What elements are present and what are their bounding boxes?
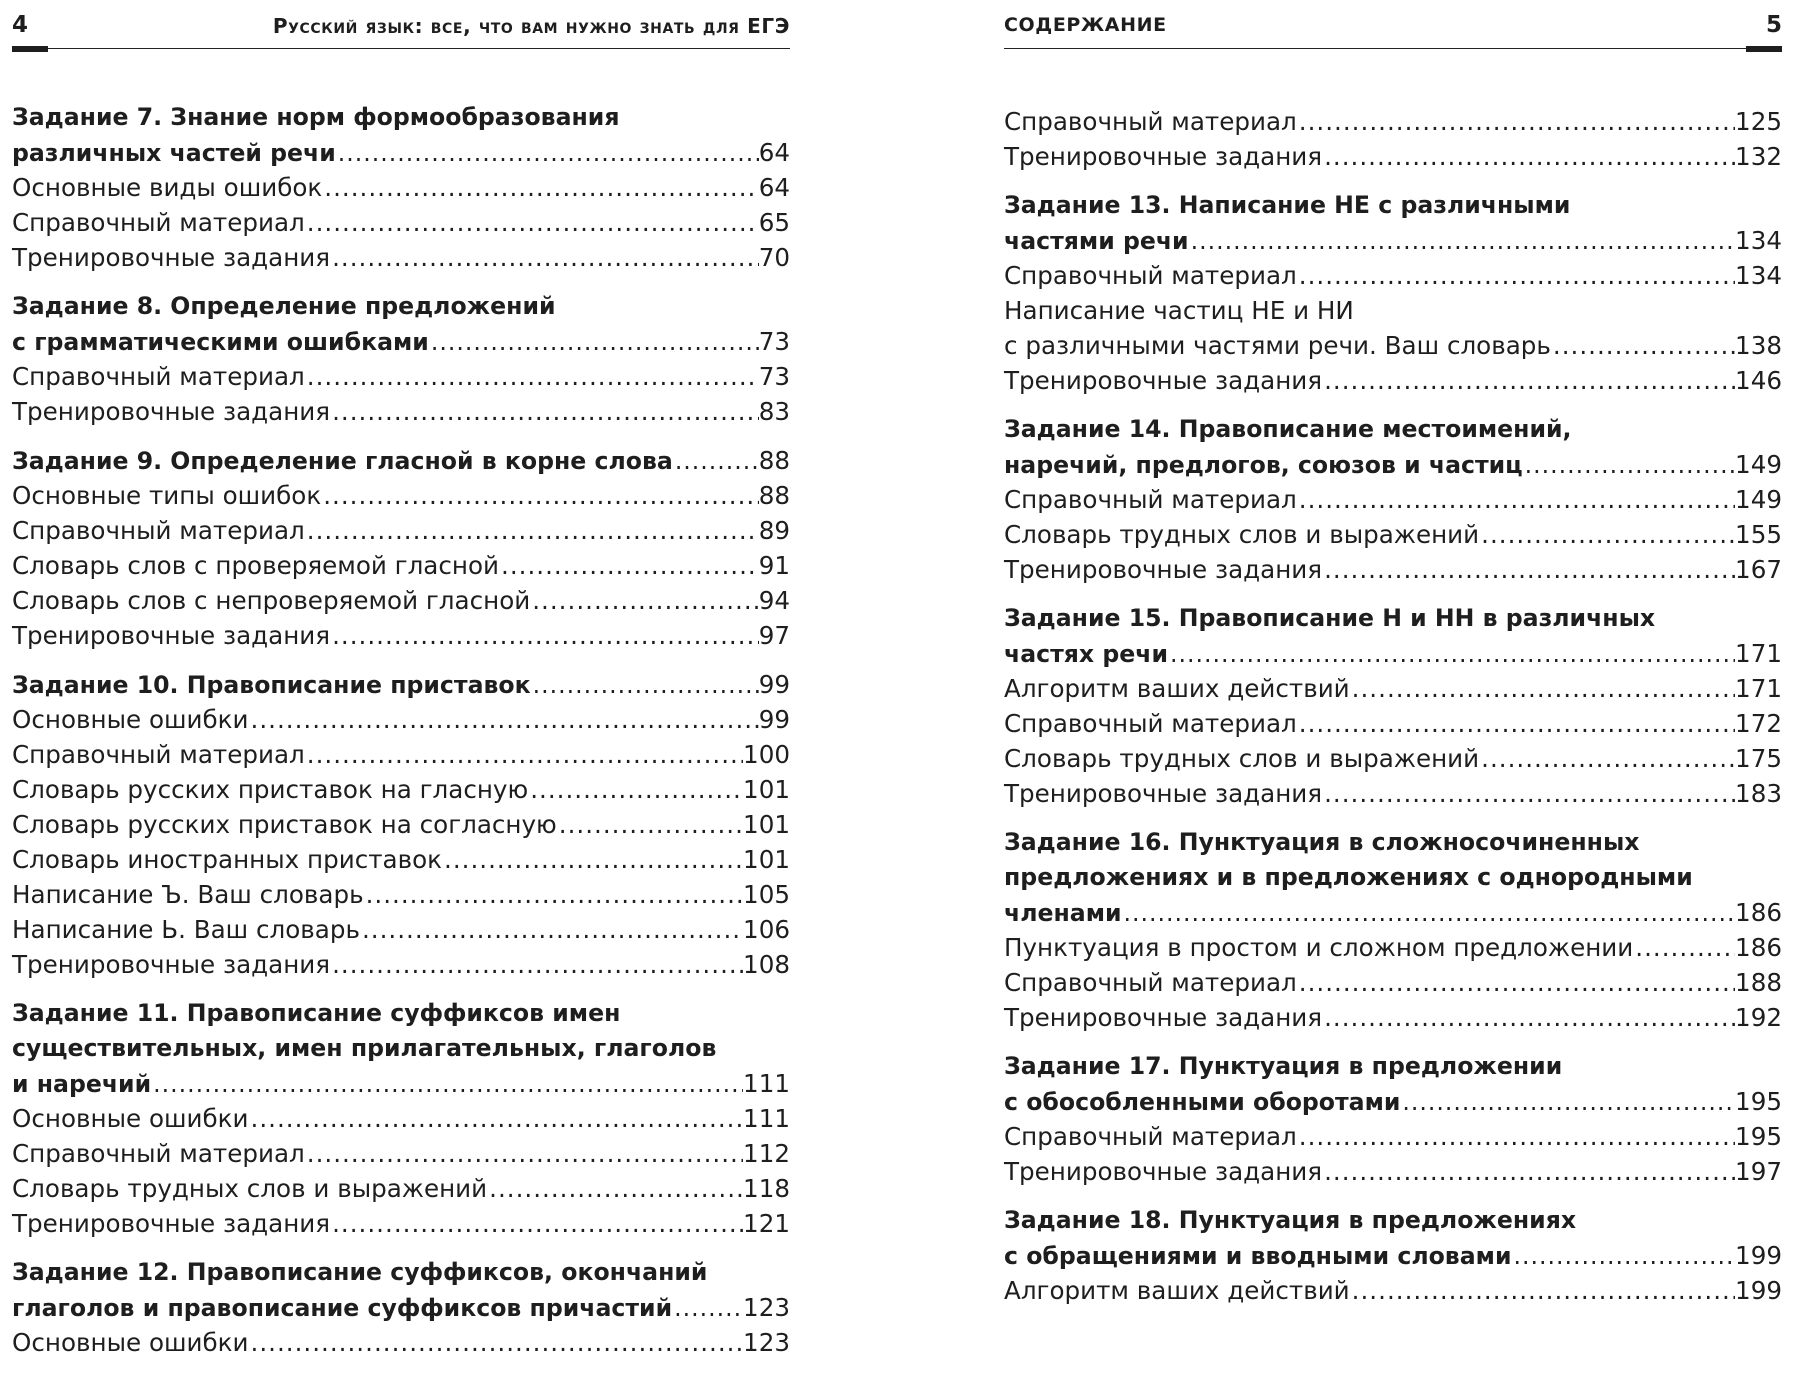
toc-entry-title: Справочный материал: [12, 1139, 305, 1168]
toc-entry-title: глаголов и правописание суффиксов причастий: [12, 1294, 673, 1322]
toc-page-number: 65: [758, 208, 790, 237]
dot-leader: [1297, 258, 1735, 293]
toc-page-number: 70: [758, 243, 790, 272]
toc-page-number: 101: [743, 775, 790, 804]
toc-entry-title: Задание 15. Правописание Н и НН в различных: [1004, 604, 1656, 632]
toc-entry-title: Написание Ь. Ваш словарь: [12, 915, 360, 944]
toc-entry-title: Словарь иностранных приставок: [12, 845, 443, 874]
toc-entry-title: Тренировочные задания: [12, 1209, 331, 1238]
toc-section-heading: [1004, 1238, 1782, 1273]
toc-entry-title: с обособленными оборотами: [1004, 1088, 1401, 1116]
dot-leader: [1479, 741, 1735, 776]
dot-leader: [249, 702, 759, 737]
toc-entry-title: Задание 17. Пунктуация в предложении: [1004, 1052, 1563, 1080]
toc-page-number: 88: [758, 481, 790, 510]
toc-page-number: 134: [1735, 261, 1782, 290]
toc-entry: [1004, 1000, 1782, 1035]
dot-leader: [330, 394, 759, 429]
dot-leader: [1297, 1119, 1735, 1154]
toc-section-heading: [1004, 447, 1782, 482]
toc-section-heading: [1004, 1203, 1782, 1238]
dot-leader: [1511, 1239, 1735, 1274]
toc-entry-title: Справочный материал: [1004, 709, 1297, 738]
toc-entry-title: Тренировочные задания: [12, 621, 331, 650]
toc-entry: [1004, 258, 1782, 293]
toc-entry: [12, 170, 790, 205]
dot-leader: [305, 205, 759, 240]
dot-leader: [330, 618, 759, 653]
toc-entry: [12, 478, 790, 513]
toc-entry-title: Словарь трудных слов и выражений: [12, 1174, 488, 1203]
toc-entry-title: предложениях и в предложениях с однородными: [1004, 863, 1693, 891]
toc-entry-title: Справочный материал: [1004, 968, 1297, 997]
toc-section-heading: [1004, 188, 1782, 223]
toc-entry-title: Написание Ъ. Ваш словарь: [12, 880, 364, 909]
toc-page-number: 199: [1735, 1241, 1782, 1270]
toc-entry-title: Тренировочные задания: [12, 397, 331, 426]
toc-entry-title: Задание 7. Знание норм формообразования: [12, 103, 620, 131]
dot-leader: [1322, 1154, 1735, 1189]
dot-leader: [1400, 1085, 1735, 1120]
toc-entry-title: Пунктуация в простом и сложном предложении: [1004, 933, 1634, 962]
toc-entry-title: Тренировочные задания: [1004, 1157, 1323, 1186]
toc-entry: [12, 583, 790, 618]
dot-leader: [305, 359, 759, 394]
dot-leader: [1350, 1273, 1735, 1308]
toc-page-number: 97: [758, 621, 790, 650]
toc-entry: [12, 205, 790, 240]
dot-leader: [1350, 671, 1735, 706]
toc-entry-title: Справочный материал: [1004, 1122, 1297, 1151]
toc-page-number: 183: [1735, 779, 1782, 808]
toc-entry: [12, 772, 790, 807]
dot-leader: [672, 1291, 743, 1326]
toc-entry-title: Алгоритм ваших действий: [1004, 674, 1350, 703]
toc-page-number: 146: [1735, 366, 1782, 395]
toc-page-number: 121: [743, 1209, 790, 1238]
toc-entry: [12, 842, 790, 877]
toc-page-number: 105: [743, 880, 790, 909]
toc-page-number: 175: [1735, 744, 1782, 773]
dot-leader: [442, 842, 743, 877]
toc-page-number: 132: [1735, 142, 1782, 171]
toc-entry-title: Справочный материал: [12, 208, 305, 237]
toc-entry: [12, 618, 790, 653]
toc-page-number: 155: [1735, 520, 1782, 549]
toc-entry: [12, 702, 790, 737]
toc-section-heading: [1004, 1084, 1782, 1119]
toc-page-number: 89: [758, 516, 790, 545]
toc-page-number: 91: [758, 551, 790, 580]
toc-entry: [12, 394, 790, 429]
toc-entry-title: Основные типы ошибок: [12, 481, 322, 510]
toc-entry-title: членами: [1004, 899, 1122, 927]
toc-entry: [12, 240, 790, 275]
toc-entry: [1004, 104, 1782, 139]
running-title: Русский язык: все, что вам нужно знать для ЕГЭ: [272, 14, 790, 38]
toc-page-number: 88: [758, 446, 790, 475]
toc-page-number: 195: [1735, 1122, 1782, 1151]
toc-entry-title: Словарь слов с проверяемой гласной: [12, 551, 500, 580]
toc-section-heading: [12, 100, 790, 135]
toc-entry: [1004, 965, 1782, 1000]
dot-leader: [1189, 224, 1735, 259]
toc-section-heading: [1004, 636, 1782, 671]
dot-leader: [364, 877, 743, 912]
toc-entry-title: наречий, предлогов, союзов и частиц: [1004, 451, 1523, 479]
toc-page-number: 192: [1735, 1003, 1782, 1032]
toc-entry: [12, 1171, 790, 1206]
dot-leader: [1122, 896, 1736, 931]
running-header: [1004, 12, 1782, 49]
running-title: СОДЕРЖАНИЕ: [1004, 14, 1167, 36]
dot-leader: [1633, 930, 1735, 965]
toc-entry-title: Тренировочные задания: [1004, 142, 1323, 171]
left-page: [12, 0, 790, 1380]
toc-entry-title: Словарь русских приставок на согласную: [12, 810, 557, 839]
toc-entry-title: с грамматическими ошибками: [12, 328, 429, 356]
toc-entry-title: Задание 14. Правописание местоимений,: [1004, 415, 1572, 443]
dot-leader: [530, 583, 758, 618]
page-number-bar: [12, 46, 48, 52]
toc-entry-title: с обращениями и вводными словами: [1004, 1242, 1512, 1270]
dot-leader: [1322, 776, 1735, 811]
toc-page-number: 106: [743, 915, 790, 944]
toc-entry: [12, 1136, 790, 1171]
toc-page-number: 138: [1735, 331, 1782, 360]
toc-entry: [12, 1101, 790, 1136]
toc-section-heading: [12, 1290, 790, 1325]
toc-page-number: 108: [743, 950, 790, 979]
right-page: [1004, 0, 1782, 1380]
dot-leader: [429, 325, 759, 360]
toc-entry: [1004, 1273, 1782, 1308]
toc-entry-title: Справочный материал: [1004, 261, 1297, 290]
dot-leader: [322, 170, 758, 205]
toc-page-number: 111: [743, 1104, 790, 1133]
dot-leader: [321, 478, 759, 513]
toc-section-heading: [1004, 860, 1782, 895]
toc-section-heading: [12, 443, 790, 478]
toc-list: [12, 100, 790, 1360]
toc-entry-title: существительных, имен прилагательных, глаголов: [12, 1034, 717, 1062]
toc-entry: [1004, 776, 1782, 811]
toc-entry-title: Справочный материал: [12, 516, 305, 545]
toc-section-heading: [1004, 601, 1782, 636]
toc-entry: [12, 1206, 790, 1241]
toc-entry-title: Задание 13. Написание НЕ с различными: [1004, 191, 1571, 219]
toc-entry: [12, 513, 790, 548]
toc-entry: [1004, 671, 1782, 706]
dot-leader: [1322, 1000, 1735, 1035]
dot-leader: [151, 1067, 743, 1102]
dot-leader: [673, 444, 759, 479]
toc-entry: [12, 912, 790, 947]
toc-section-heading: [12, 324, 790, 359]
dot-leader: [249, 1325, 744, 1360]
toc-entry-title: Справочный материал: [12, 362, 305, 391]
toc-entry-title: Словарь слов с непроверяемой гласной: [12, 586, 531, 615]
dot-leader: [1322, 552, 1735, 587]
toc-entry-title: Написание частиц НЕ и НИ: [1004, 296, 1354, 325]
toc-entry: [1004, 293, 1782, 328]
toc-entry-title: частями речи: [1004, 227, 1189, 255]
toc-entry-title: с различными частями речи. Ваш словарь: [1004, 331, 1551, 360]
dot-leader: [249, 1101, 744, 1136]
toc-entry-title: Тренировочные задания: [12, 243, 331, 272]
toc-section-heading: [1004, 895, 1782, 930]
page-number: 5: [1765, 12, 1782, 38]
dot-leader: [1297, 482, 1735, 517]
page-number: 4: [12, 12, 29, 38]
toc-entry-title: и наречий: [12, 1070, 152, 1098]
toc-entry: [12, 1325, 790, 1360]
toc-page-number: 172: [1735, 709, 1782, 738]
toc-list: [1004, 104, 1782, 1308]
dot-leader: [1168, 637, 1735, 672]
toc-page-number: 73: [758, 362, 790, 391]
toc-entry-title: Тренировочные задания: [1004, 779, 1323, 808]
toc-section-heading: [1004, 825, 1782, 860]
dot-leader: [1297, 706, 1735, 741]
toc-entry-title: Справочный материал: [12, 740, 305, 769]
toc-section-heading: [12, 1255, 790, 1290]
toc-entry: [12, 548, 790, 583]
dot-leader: [360, 912, 743, 947]
toc-page-number: 118: [743, 1174, 790, 1203]
dot-leader: [305, 737, 743, 772]
toc-page-number: 100: [743, 740, 790, 769]
toc-entry: [1004, 363, 1782, 398]
running-header: [12, 12, 790, 49]
toc-entry-title: Задание 9. Определение гласной в корне слова: [12, 447, 673, 475]
toc-section-heading: [12, 1066, 790, 1101]
toc-entry-title: Тренировочные задания: [1004, 366, 1323, 395]
toc-entry: [1004, 1119, 1782, 1154]
toc-page-number: 94: [758, 586, 790, 615]
toc-entry-title: Справочный материал: [1004, 485, 1297, 514]
dot-leader: [531, 668, 759, 703]
toc-page-number: 73: [758, 327, 790, 356]
toc-page-number: 123: [743, 1293, 790, 1322]
toc-section-heading: [12, 289, 790, 324]
toc-page-number: 171: [1735, 674, 1782, 703]
toc-page-number: 134: [1735, 226, 1782, 255]
toc-page-number: 99: [758, 670, 790, 699]
toc-entry-title: Алгоритм ваших действий: [1004, 1276, 1350, 1305]
toc-page-number: 101: [743, 810, 790, 839]
toc-page-number: 123: [743, 1328, 790, 1357]
dot-leader: [1523, 448, 1735, 483]
toc-page-number: 197: [1735, 1157, 1782, 1186]
toc-entry: [1004, 552, 1782, 587]
dot-leader: [557, 807, 743, 842]
toc-page-number: 199: [1735, 1276, 1782, 1305]
page-number-bar: [1746, 46, 1782, 52]
dot-leader: [528, 772, 743, 807]
toc-entry: [1004, 139, 1782, 174]
toc-page-number: 111: [743, 1069, 790, 1098]
toc-entry-title: Словарь трудных слов и выражений: [1004, 744, 1480, 773]
toc-page-number: 83: [758, 397, 790, 426]
toc-page-number: 64: [758, 138, 790, 167]
dot-leader: [1479, 517, 1735, 552]
dot-leader: [336, 136, 759, 171]
toc-entry: [1004, 930, 1782, 965]
dot-leader: [1551, 328, 1735, 363]
toc-page-number: 186: [1735, 933, 1782, 962]
toc-section-heading: [12, 667, 790, 702]
toc-entry: [1004, 482, 1782, 517]
toc-entry: [12, 737, 790, 772]
toc-page-number: 99: [758, 705, 790, 734]
dot-leader: [305, 1136, 743, 1171]
toc-entry: [12, 807, 790, 842]
toc-page-number: 171: [1735, 639, 1782, 668]
toc-entry-title: Основные ошибки: [12, 1104, 249, 1133]
toc-page-number: 149: [1735, 485, 1782, 514]
toc-entry-title: Задание 12. Правописание суффиксов, окончаний: [12, 1258, 708, 1286]
toc-entry: [12, 359, 790, 394]
toc-entry-title: Словарь трудных слов и выражений: [1004, 520, 1480, 549]
toc-page-number: 195: [1735, 1087, 1782, 1116]
toc-entry-title: Задание 10. Правописание приставок: [12, 671, 531, 699]
toc-section-heading: [1004, 1049, 1782, 1084]
toc-entry-title: Тренировочные задания: [12, 950, 331, 979]
toc-entry: [12, 947, 790, 982]
toc-section-heading: [1004, 223, 1782, 258]
toc-page-number: 188: [1735, 968, 1782, 997]
toc-entry-title: Тренировочные задания: [1004, 555, 1323, 584]
toc-page-number: 149: [1735, 450, 1782, 479]
toc-page-number: 112: [743, 1139, 790, 1168]
toc-entry: [1004, 328, 1782, 363]
toc-entry-title: Основные ошибки: [12, 1328, 249, 1357]
toc-entry-title: Основные виды ошибок: [12, 173, 323, 202]
toc-entry-title: Словарь русских приставок на гласную: [12, 775, 529, 804]
dot-leader: [330, 947, 743, 982]
dot-leader: [1297, 104, 1735, 139]
dot-leader: [1297, 965, 1735, 1000]
toc-page-number: 167: [1735, 555, 1782, 584]
dot-leader: [1322, 363, 1735, 398]
toc-entry: [12, 877, 790, 912]
toc-entry-title: различных частей речи: [12, 139, 336, 167]
toc-section-heading: [1004, 412, 1782, 447]
toc-page-number: 64: [758, 173, 790, 202]
toc-page-number: 101: [743, 845, 790, 874]
dot-leader: [1322, 139, 1735, 174]
toc-entry: [1004, 741, 1782, 776]
toc-entry-title: Справочный материал: [1004, 107, 1297, 136]
dot-leader: [499, 548, 759, 583]
toc-entry-title: Задание 11. Правописание суффиксов имен: [12, 999, 621, 1027]
toc-page-number: 186: [1735, 898, 1782, 927]
toc-entry-title: Основные ошибки: [12, 705, 249, 734]
toc-entry-title: Тренировочные задания: [1004, 1003, 1323, 1032]
toc-entry: [1004, 1154, 1782, 1189]
toc-section-heading: [12, 1031, 790, 1066]
dot-leader: [330, 1206, 743, 1241]
toc-section-heading: [12, 135, 790, 170]
toc-page-number: 125: [1735, 107, 1782, 136]
toc-section-heading: [12, 996, 790, 1031]
toc-entry: [1004, 706, 1782, 741]
dot-leader: [487, 1171, 743, 1206]
toc-entry-title: Задание 16. Пунктуация в сложносочиненных: [1004, 828, 1640, 856]
dot-leader: [305, 513, 759, 548]
toc-entry-title: частях речи: [1004, 640, 1168, 668]
dot-leader: [330, 240, 759, 275]
toc-entry-title: Задание 8. Определение предложений: [12, 292, 556, 320]
toc-entry: [1004, 517, 1782, 552]
toc-entry-title: Задание 18. Пунктуация в предложениях: [1004, 1206, 1577, 1234]
